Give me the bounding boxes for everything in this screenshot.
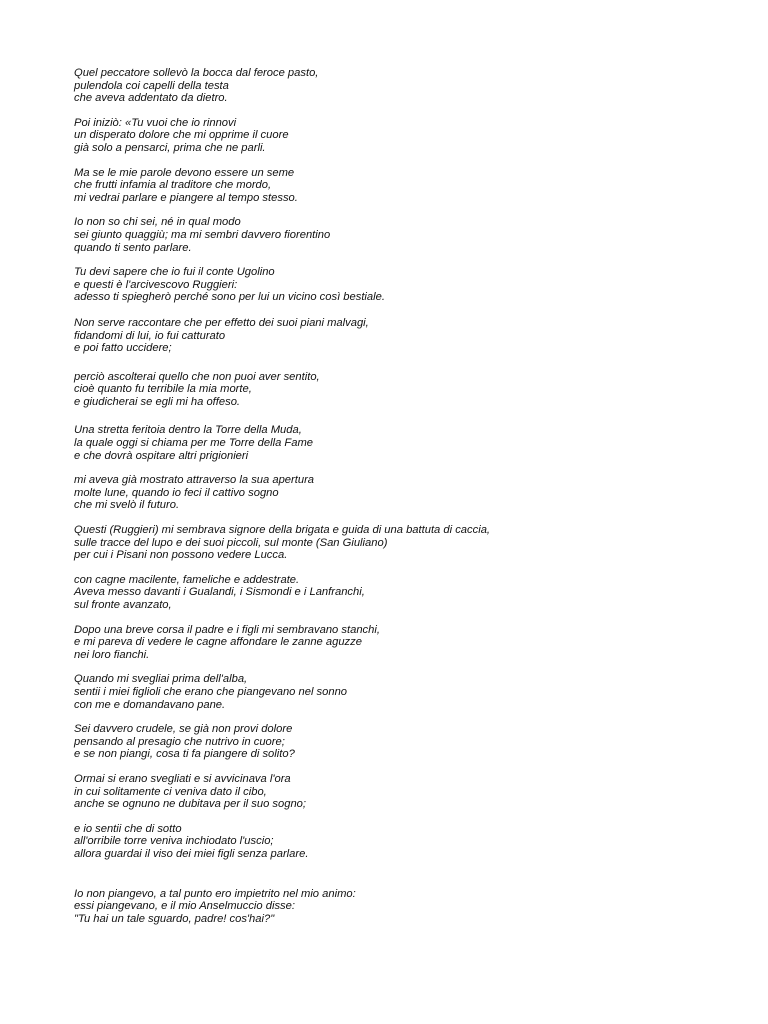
verse-line: "Tu hai un tale sguardo, padre! cos'hai?"	[74, 912, 275, 925]
verse-line: Aveva messo davanti i Gualandi, i Sismondi e i Lanfranchi,	[74, 586, 365, 599]
stanza	[74, 624, 734, 662]
verse-line: nei loro fianchi.	[74, 648, 150, 661]
verse-line: sul fronte avanzato,	[74, 599, 172, 611]
stanza	[74, 888, 734, 926]
verse-line: sulle tracce del lupo e dei suoi piccoli, sul monte (San Giuliano)	[74, 536, 388, 549]
verse-line: all'orribile torre veniva inchiodato l'uscio;	[74, 835, 274, 848]
verse-line: Sei davvero crudele, se già non provi dolore	[74, 723, 293, 736]
stanza	[74, 773, 734, 811]
verse-line: Io non so chi sei, né in qual modo	[74, 216, 241, 229]
verse-line: con me e domandavano pane.	[74, 698, 226, 711]
stanza	[74, 266, 734, 304]
stanza	[74, 474, 734, 512]
verse-line: e se non piangi, cosa ti fa piangere di solito?	[74, 748, 295, 761]
verse-line: Non serve raccontare che per effetto dei suoi piani malvagi,	[74, 316, 369, 329]
verse-line: Poi iniziò: «Tu vuoi che io rinnovi	[74, 116, 237, 129]
stanza	[74, 216, 734, 254]
verse-line: Tu devi sapere che io fui il conte Ugolino	[74, 266, 275, 279]
verse-line: e mi pareva di vedere le cagne affondare le zanne aguzze	[74, 636, 362, 649]
verse-line: Questi (Ruggieri) mi sembrava signore della brigata e guida di una battuta di caccia,	[74, 524, 491, 537]
verse-line: mi vedrai parlare e piangere al tempo stesso.	[74, 191, 298, 204]
stanza	[74, 317, 734, 355]
verse-line: e che dovrà ospitare altri prigionieri	[74, 449, 249, 462]
stanza	[74, 673, 734, 711]
verse-line: e io sentii che di sotto	[74, 822, 182, 835]
verse-line: sentii i miei figlioli che erano che piangevano nel sonno	[74, 685, 348, 698]
verse-line: e questi è l'arcivescovo Ruggieri:	[74, 278, 238, 291]
verse-line: allora guardai il viso dei miei figli senza parlare.	[74, 847, 309, 860]
verse-line: essi piangevano, e il mio Anselmuccio disse:	[74, 900, 295, 913]
verse-line: molte lune, quando io feci il cattivo sogno	[74, 486, 279, 499]
verse-line: anche se ognuno ne dubitava per il suo sogno;	[74, 798, 307, 811]
verse-line: la quale oggi si chiama per me Torre della Fame	[74, 437, 313, 450]
stanza	[74, 723, 734, 761]
verse-line: Io non piangevo, a tal punto ero impietrito nel mio animo:	[74, 887, 356, 900]
stanza	[74, 524, 734, 562]
verse-line: Ma se le mie parole devono essere un seme	[74, 166, 295, 179]
verse-line: un disperato dolore che mi opprime il cuore	[74, 129, 289, 142]
stanza	[74, 424, 734, 462]
verse-line: Dopo una breve corsa il padre e i figli mi sembravano stanchi,	[74, 623, 380, 636]
verse-line: che frutti infamia al traditore che mordo,	[74, 179, 272, 192]
verse-line: sei giunto quaggiù; ma mi sembri davvero fiorentino	[74, 228, 331, 241]
stanza	[74, 67, 734, 105]
verse-line: pulendola coi capelli della testa	[74, 79, 229, 92]
verse-line: quando ti sento parlare.	[74, 241, 192, 254]
verse-line: in cui solitamente ci veniva dato il cibo,	[74, 785, 267, 798]
verse-line: adesso ti spiegherò perché sono per lui un vicino così bestiale.	[74, 291, 385, 304]
verse-line: Ormai si erano svegliati e si avvicinava l'ora	[74, 772, 291, 785]
stanza	[74, 371, 734, 409]
poem-text	[74, 67, 734, 925]
verse-line: perciò ascolterai quello che non puoi aver sentito,	[74, 370, 320, 383]
stanza	[74, 574, 734, 612]
stanza	[74, 167, 734, 205]
verse-line: mi aveva già mostrato attraverso la sua apertura	[74, 474, 315, 487]
stanza	[74, 823, 734, 861]
verse-line: Quel peccatore sollevò la bocca dal feroce pasto,	[74, 67, 319, 79]
verse-line: che aveva addentato da dietro.	[74, 92, 228, 105]
verse-line: che mi svelò il futuro.	[74, 499, 180, 512]
verse-line: cioè quanto fu terribile la mia morte,	[74, 383, 252, 396]
verse-line: per cui i Pisani non possono vedere Lucca.	[74, 549, 288, 562]
verse-line: e poi fatto uccidere;	[74, 342, 172, 355]
verse-line: fidandomi di lui, io fui catturato	[74, 329, 226, 342]
verse-line: già solo a pensarci, prima che ne parli.	[74, 141, 266, 154]
stanza	[74, 117, 734, 155]
verse-line: con cagne macilente, fameliche e addestrate.	[74, 573, 300, 586]
verse-line: e giudicherai se egli mi ha offeso.	[74, 395, 241, 408]
verse-line: Una stretta feritoia dentro la Torre della Muda,	[74, 424, 302, 437]
verse-line: pensando al presagio che nutrivo in cuore;	[74, 735, 285, 748]
verse-line: Quando mi svegliai prima dell'alba,	[74, 673, 248, 686]
